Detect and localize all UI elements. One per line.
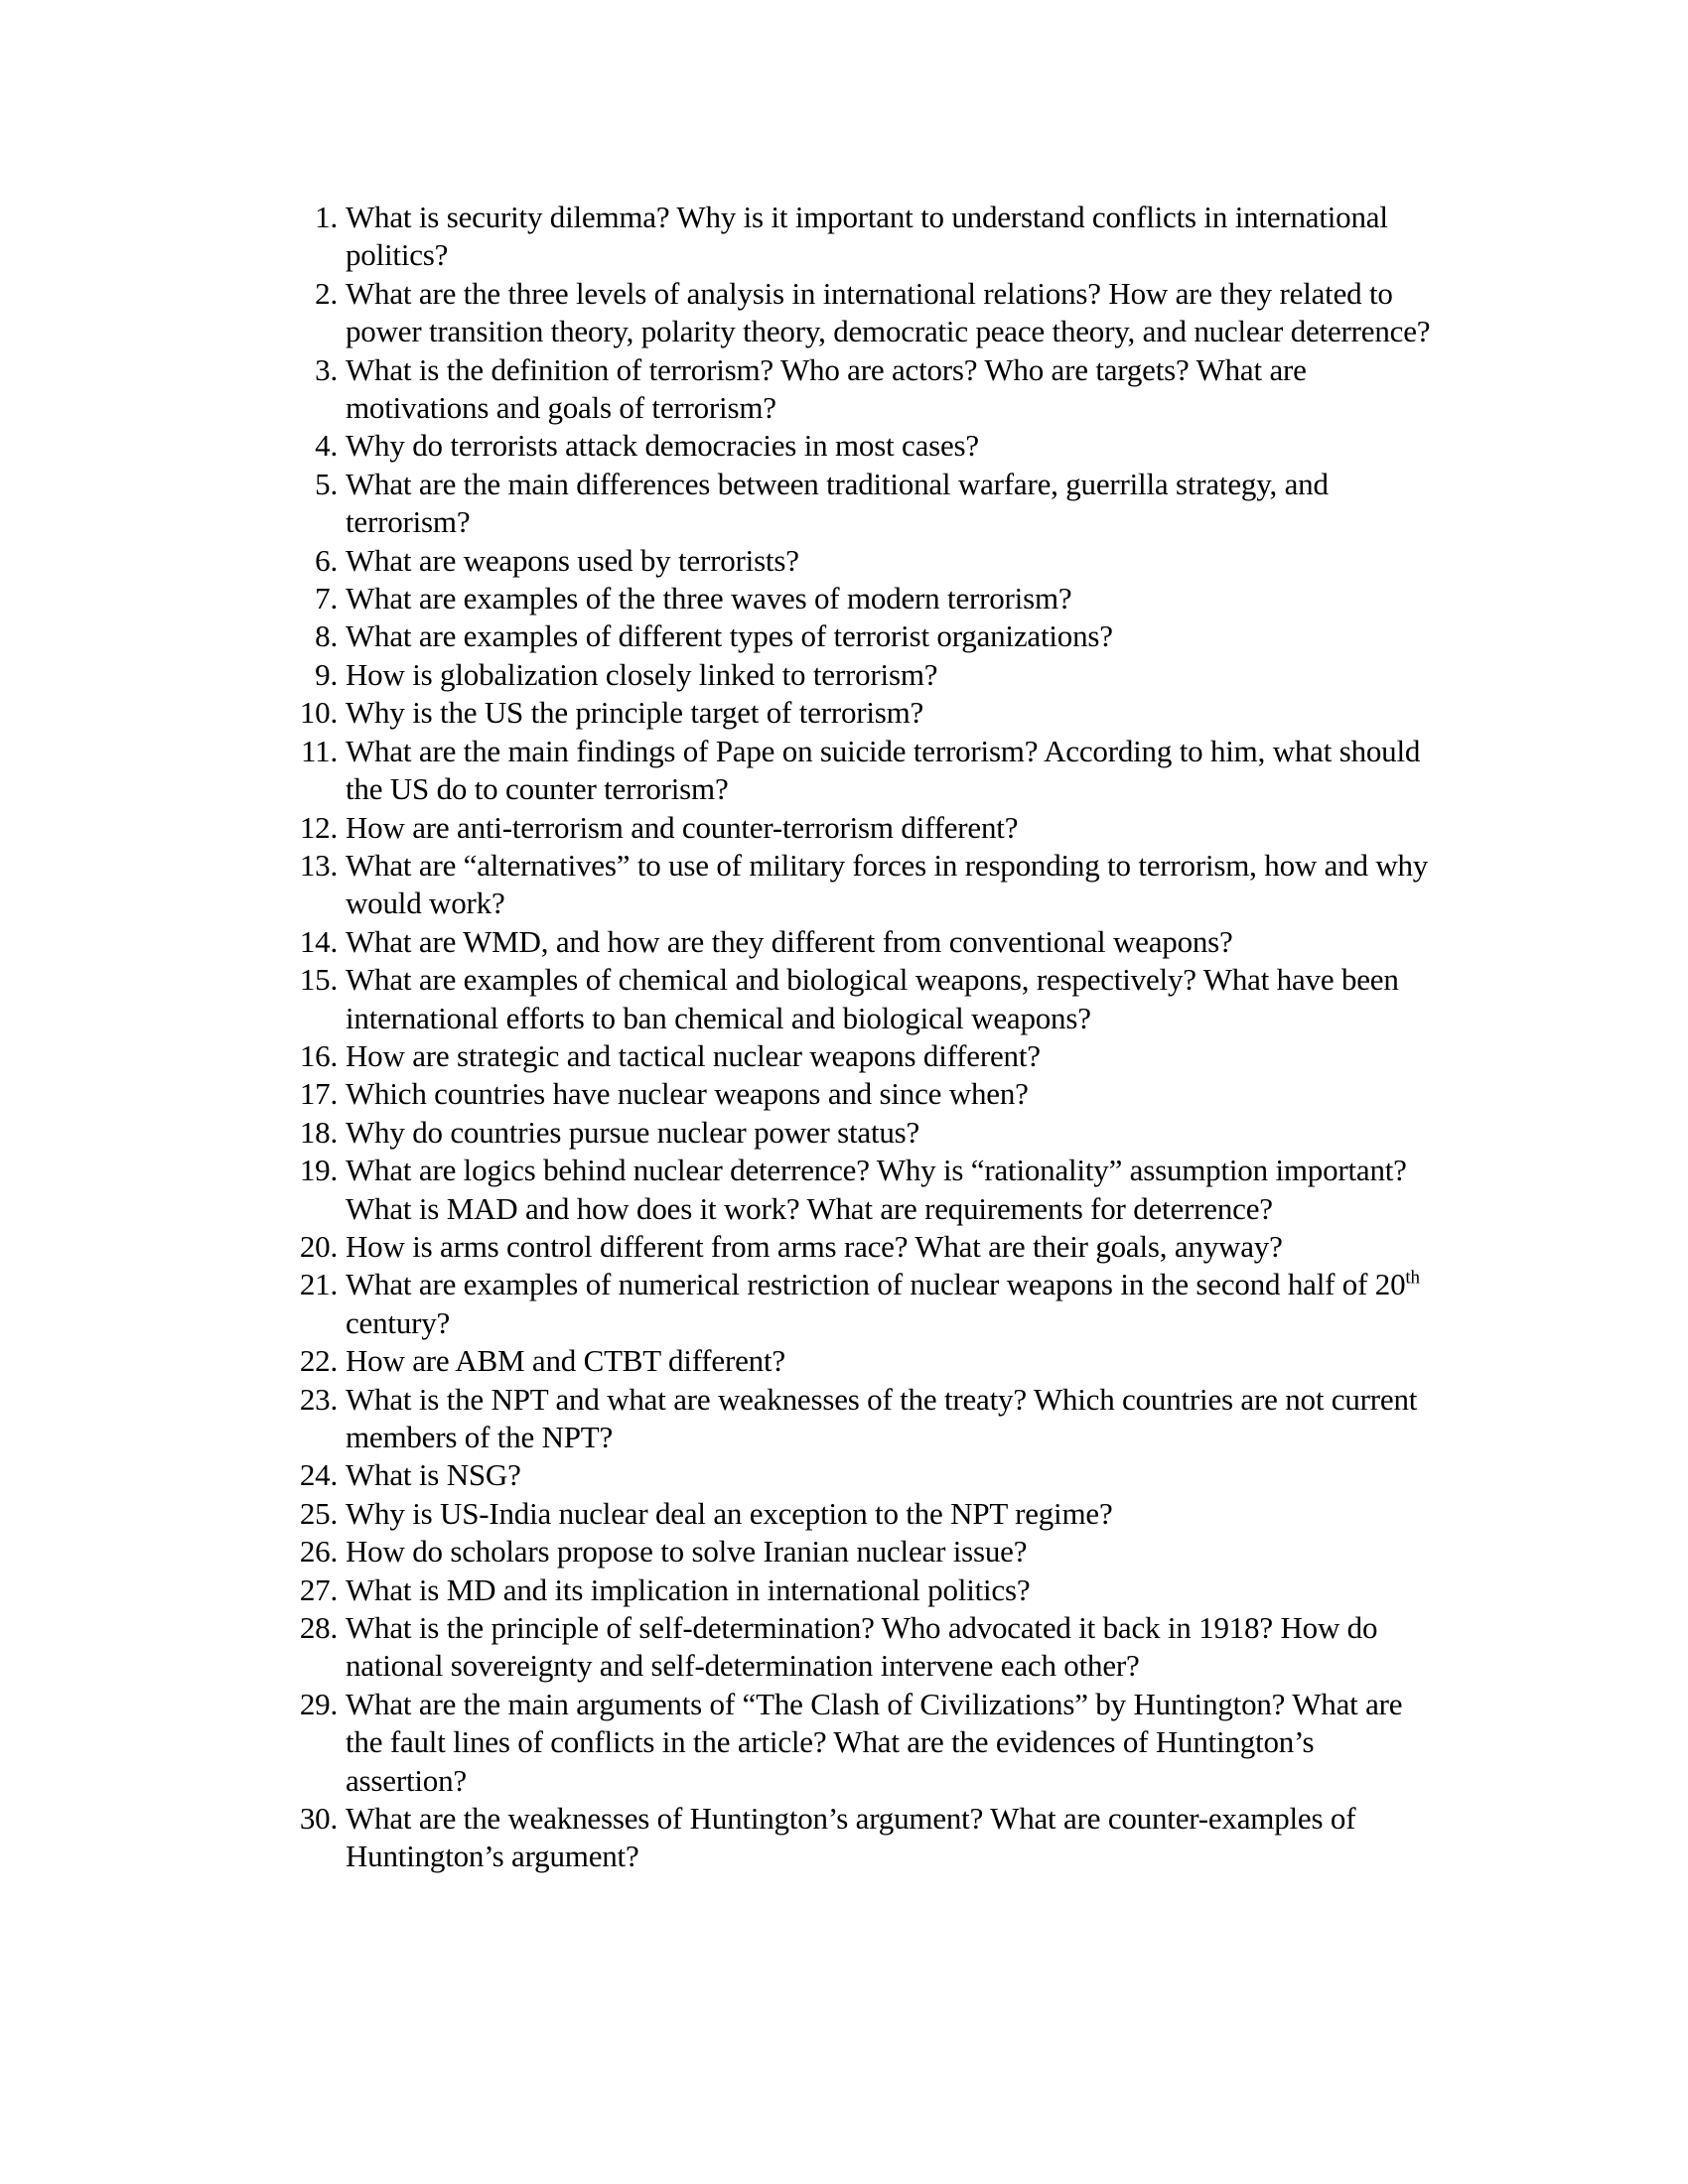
question-number: 30.: [299, 1801, 338, 1837]
question-number: 3.: [315, 351, 338, 387]
question-text: What is the NPT and what are weaknesses of the treaty? Which countries are not current members of the NPT?: [346, 1381, 1418, 1454]
question-text: What is the definition of terrorism? Who are actors? Who are targets? What are motivations and goals of terrorism?: [346, 351, 1307, 426]
question-number: 1.: [315, 200, 338, 234]
question-item: [294, 1152, 1436, 1228]
question-number: 14.: [299, 923, 338, 959]
question-number: 9.: [315, 656, 338, 692]
question-item: [294, 580, 1436, 617]
question-text: What are the main differences between traditional warfare, guerrilla strategy, and terrorism?: [346, 466, 1329, 540]
question-number: 8.: [315, 618, 338, 654]
question-item: [294, 733, 1436, 809]
question-item: [294, 1609, 1436, 1686]
question-number: 2.: [315, 275, 338, 311]
question-text: What are the three levels of analysis in international relations? How are they related to power transition theory, polarity theory, democratic peace theory, and nuclear deterrence?: [346, 275, 1431, 349]
question-text: How is arms control different from arms race? What are their goals, anyway?: [346, 1228, 1283, 1264]
question-item: [294, 1800, 1436, 1876]
question-item: [294, 542, 1436, 580]
question-text: Why is the US the principle target of terrorism?: [346, 695, 924, 731]
question-text: What are the main findings of Pape on suicide terrorism? According to him, what should the US do to counter terrorism?: [346, 733, 1421, 807]
question-item: [294, 275, 1436, 351]
question-text: What are logics behind nuclear deterrence? Why is “rationality” assumption important? What is MAD and how does it work? What are requirements for deterrence?: [346, 1153, 1407, 1226]
question-number: 22.: [299, 1343, 338, 1379]
question-item: [294, 1075, 1436, 1113]
question-number: 25.: [299, 1495, 338, 1531]
question-text: Why do terrorists attack democracies in most cases?: [346, 428, 979, 464]
question-item: [294, 1533, 1436, 1570]
question-item: [294, 617, 1436, 655]
question-item: [294, 1495, 1436, 1533]
question-item: [294, 1228, 1436, 1266]
question-item: [294, 694, 1436, 732]
question-text: How do scholars propose to solve Iranian nuclear issue?: [346, 1534, 1028, 1570]
question-item: [294, 1266, 1436, 1342]
question-item: [294, 1686, 1436, 1800]
question-text: How are anti-terrorism and counter-terrorism different?: [346, 809, 1019, 845]
question-text: What are “alternatives” to use of military forces in responding to terrorism, how and why would work?: [346, 847, 1429, 921]
question-text-part: What are examples of numerical restriction of nuclear weapons in the second half of 20: [346, 1267, 1406, 1302]
question-text: Why do countries pursue nuclear power status?: [346, 1114, 920, 1150]
question-text: What is NSG?: [346, 1457, 521, 1493]
question-number: 12.: [299, 809, 338, 845]
question-text: How are ABM and CTBT different?: [346, 1343, 785, 1379]
question-text: What is MD and its implication in international politics?: [346, 1571, 1031, 1607]
ordinal-superscript: th: [1405, 1268, 1420, 1290]
question-text: What are WMD, and how are they different from conventional weapons?: [346, 923, 1233, 959]
question-text: How is globalization closely linked to terrorism?: [346, 656, 938, 692]
question-item: [294, 1381, 1436, 1457]
question-text: [346, 1267, 1420, 1339]
question-text: How are strategic and tactical nuclear weapons different?: [346, 1037, 1041, 1073]
question-text: What are the weaknesses of Huntington’s argument? What are counter-examples of Huntington’s argument?: [346, 1801, 1356, 1874]
question-number: 10.: [299, 695, 338, 731]
question-item: [294, 1571, 1436, 1609]
question-item: [294, 1114, 1436, 1152]
question-number: 4.: [315, 428, 338, 464]
question-number: 19.: [299, 1153, 338, 1188]
question-number: 6.: [315, 542, 338, 578]
question-text: Which countries have nuclear weapons and since when?: [346, 1076, 1029, 1112]
question-item: [294, 351, 1436, 428]
question-item: [294, 1342, 1436, 1380]
question-item: [294, 961, 1436, 1037]
question-number: 29.: [299, 1686, 338, 1721]
question-number: 28.: [299, 1610, 338, 1646]
question-number: 17.: [299, 1076, 338, 1112]
question-item: [294, 847, 1436, 923]
question-number: 27.: [299, 1571, 338, 1607]
question-number: 7.: [315, 581, 338, 616]
question-text: What are examples of chemical and biological weapons, respectively? What have been international efforts to ban chemical and biological weapons?: [346, 962, 1399, 1035]
question-text: What are examples of different types of terrorist organizations?: [346, 618, 1113, 654]
question-number: 21.: [299, 1267, 338, 1302]
question-number: 24.: [299, 1457, 338, 1493]
question-number: 5.: [315, 466, 338, 501]
question-text: Why is US-India nuclear deal an exception to the NPT regime?: [346, 1495, 1113, 1531]
question-item: [294, 427, 1436, 465]
question-text: What are examples of the three waves of modern terrorism?: [346, 581, 1072, 616]
question-number: 15.: [299, 962, 338, 998]
question-item: [294, 199, 1436, 275]
question-item: [294, 466, 1436, 542]
question-number: 26.: [299, 1534, 338, 1570]
question-text-part: century?: [346, 1304, 451, 1340]
question-item: [294, 809, 1436, 847]
question-number: 16.: [299, 1037, 338, 1073]
question-text: What is the principle of self-determination? Who advocated it back in 1918? How do national sovereignty and self-determination intervene each other?: [346, 1610, 1378, 1684]
question-item: [294, 923, 1436, 961]
question-text: What are weapons used by terrorists?: [346, 542, 799, 578]
question-text: What is security dilemma? Why is it important to understand conflicts in international politics?: [346, 200, 1388, 273]
question-item: [294, 1037, 1436, 1075]
question-item: [294, 1456, 1436, 1494]
question-number: 13.: [299, 847, 338, 883]
question-text: What are the main arguments of “The Clash of Civilizations” by Huntington? What are the fault lines of conflicts in the article? What are the evidences of Huntington’s assertion?: [346, 1686, 1403, 1798]
question-list: [294, 199, 1436, 1876]
question-item: [294, 656, 1436, 694]
question-number: 20.: [299, 1228, 338, 1264]
question-number: 18.: [299, 1114, 338, 1150]
question-number: 23.: [299, 1381, 338, 1417]
question-number: 11.: [301, 733, 338, 768]
